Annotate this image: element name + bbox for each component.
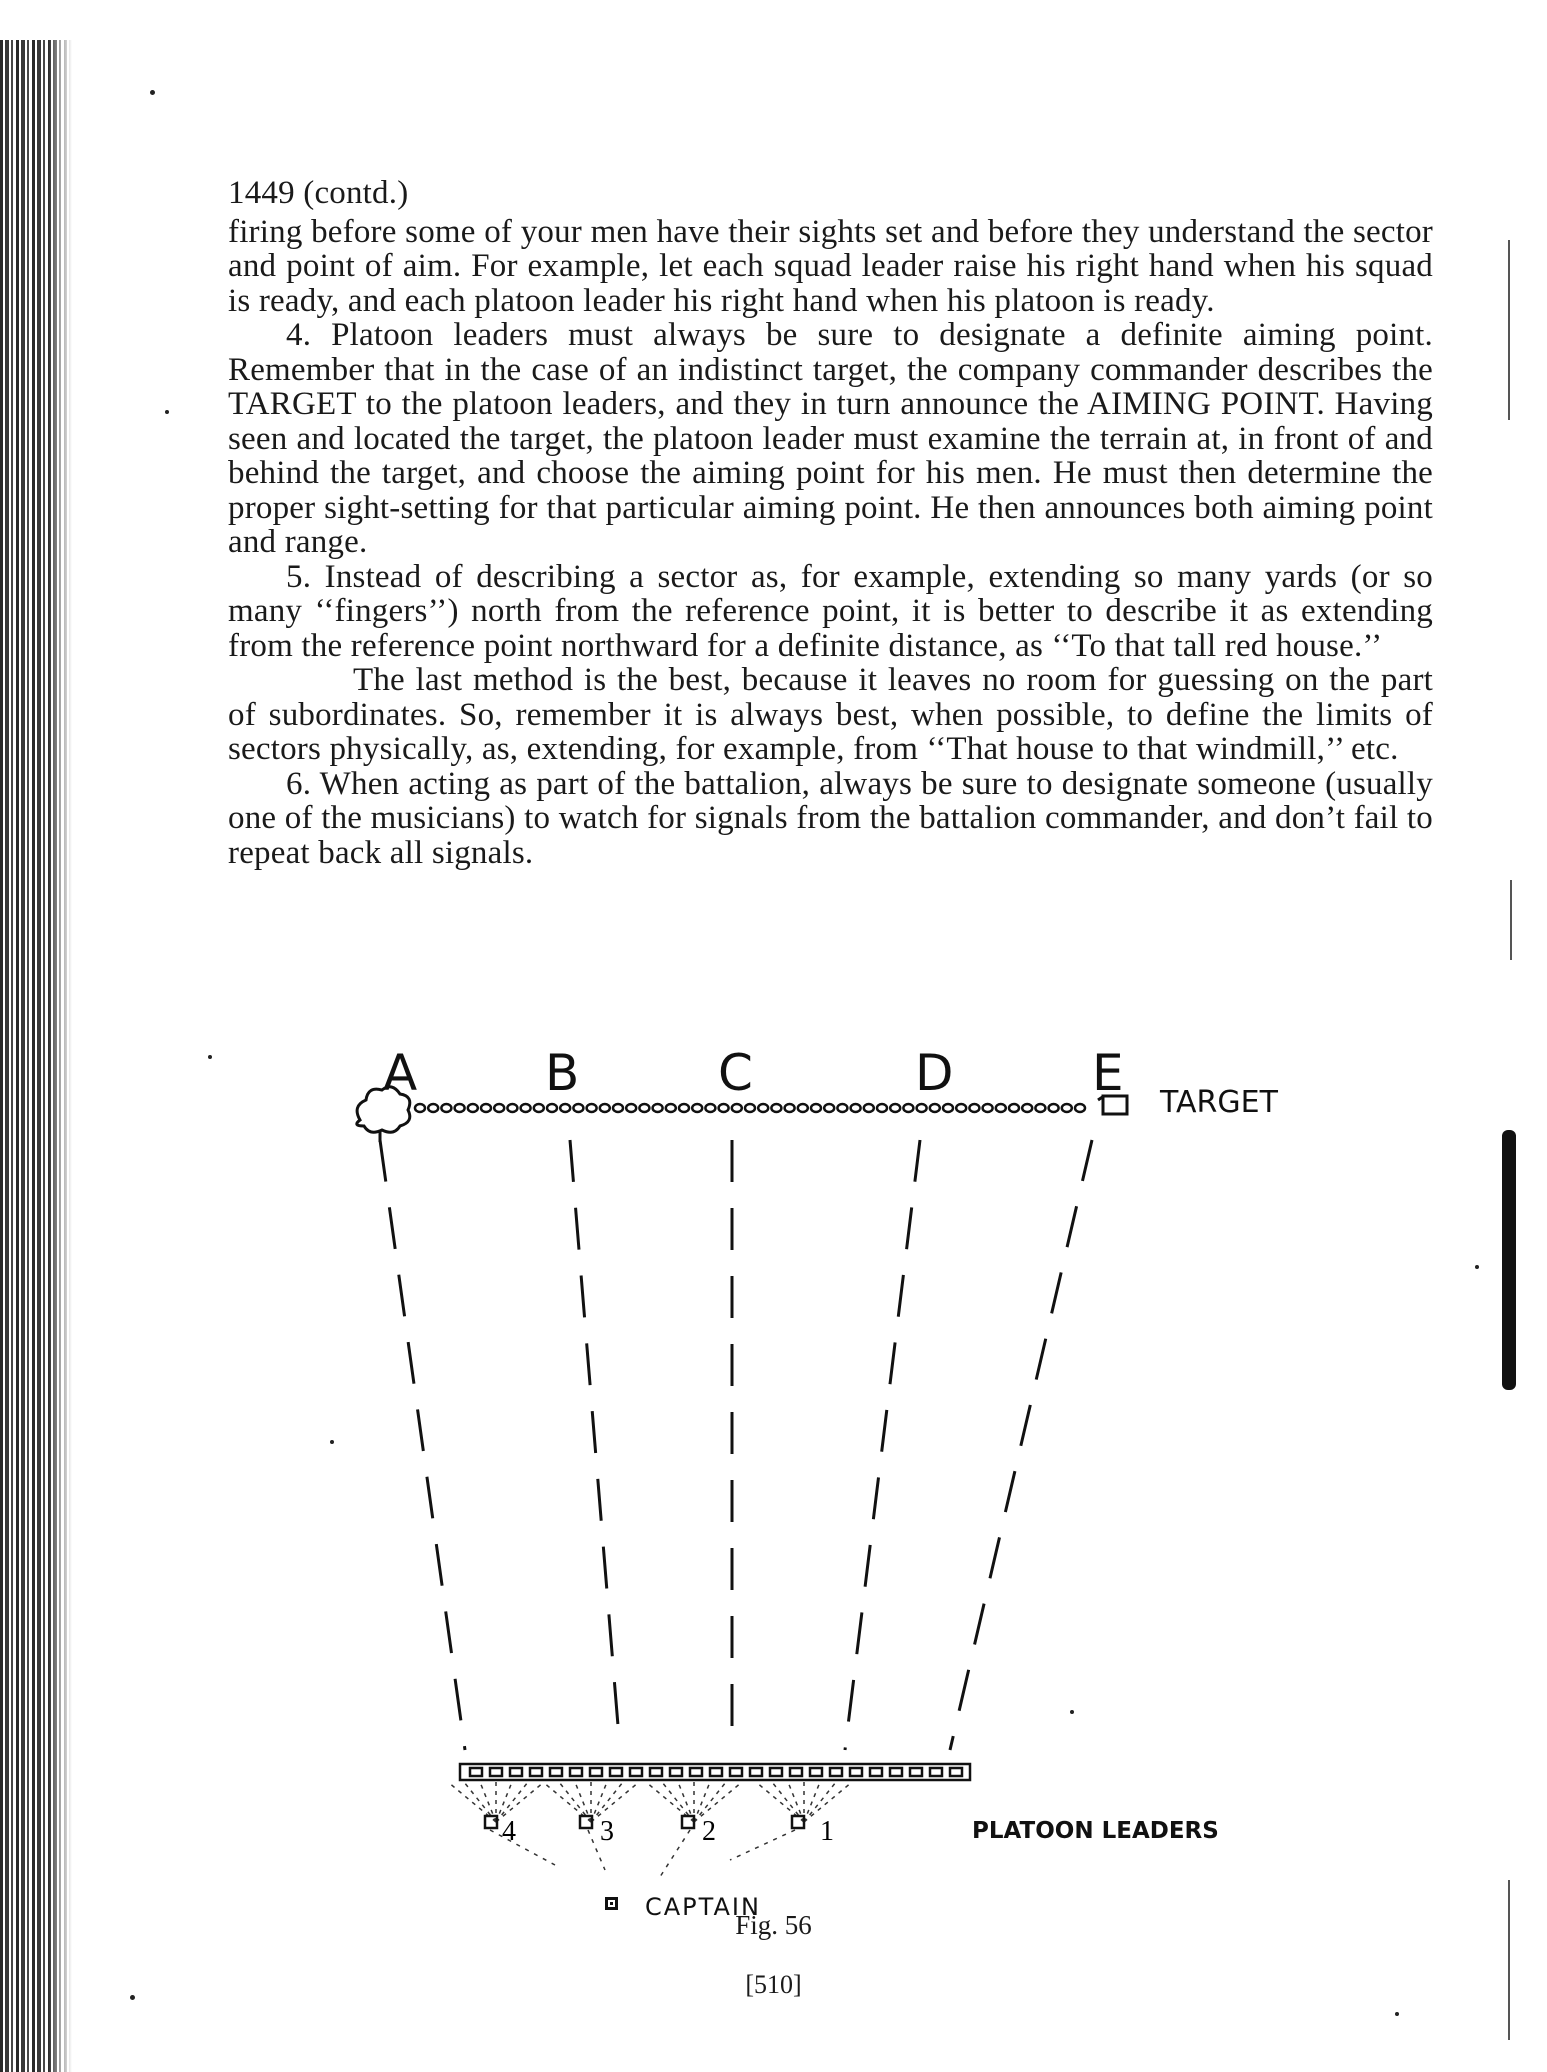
target-line-dot: [494, 1104, 504, 1112]
platoon-leader-1: [792, 1816, 834, 1847]
firing-line-cell: [570, 1768, 582, 1776]
firing-line-cell: [950, 1768, 962, 1776]
target-line-dot: [785, 1104, 795, 1112]
paragraph-5-continued: The last method is the best, because it leaves no room for guessing on the part of subordinates. So, remember it is always best, when possible, to define the limits of sectors physically, as, extending, for example, from ‘‘That house to that windmill,’’ etc.: [228, 662, 1433, 767]
platoon-number-1: 1: [820, 1816, 834, 1847]
target-line-dot: [560, 1104, 570, 1112]
firing-line-cell: [510, 1768, 522, 1776]
platoon-leader-2: [682, 1816, 716, 1847]
firing-line-cell: [710, 1768, 722, 1776]
target-line-dot: [837, 1104, 847, 1112]
target-line-dot: [507, 1104, 517, 1112]
firing-line-cell: [890, 1768, 902, 1776]
firing-line-cell: [770, 1768, 782, 1776]
target-line-dot: [758, 1104, 768, 1112]
target-line-dot: [917, 1104, 927, 1112]
platoon-number-2: 2: [702, 1816, 716, 1847]
target-line-dot: [639, 1104, 649, 1112]
target-line-dot: [1062, 1104, 1072, 1112]
target-line-dot: [481, 1104, 491, 1112]
firing-line-cell: [630, 1768, 642, 1776]
paragraph-4: 4. Platoon leaders must always be sure to designate a definite aiming point. Remember that in the case of an indistinct target, the company commander describes the TARGET to the platoon leaders, and they in turn announce the AIMING POINT. Having seen and located the target, the platoon leader must examine the terrain at, in front of and behind the target, and choose the aiming point for his men. He must then determine the proper sight-setting for that particular aiming point. He then announces both aiming point and range.: [228, 317, 1433, 560]
captain-lines: [490, 1830, 795, 1880]
firing-line-cell: [870, 1768, 882, 1776]
target-line-dot: [890, 1104, 900, 1112]
sector-label-a: A: [383, 1044, 418, 1102]
target-line-dot: [428, 1104, 438, 1112]
firing-line-cell: [470, 1768, 482, 1776]
target-line-dot: [692, 1104, 702, 1112]
target-line-dot: [745, 1104, 755, 1112]
sector-label-c: C: [718, 1044, 753, 1102]
scan-edge-mark: [1508, 240, 1510, 420]
target-line-dot: [705, 1104, 715, 1112]
firing-line-cell: [550, 1768, 562, 1776]
firing-line-cell: [850, 1768, 862, 1776]
target-line-dot: [969, 1104, 979, 1112]
platoon-leader-3: [580, 1816, 614, 1847]
target-line-dot: [864, 1104, 874, 1112]
firing-line-cell: [830, 1768, 842, 1776]
paragraph-6: 6. When acting as part of the battalion, always be sure to designate someone (usually one of the musicians) to watch for signals from the battalion commander, and don’t fail to repeat back all signals.: [228, 765, 1433, 871]
target-line-dot: [1075, 1104, 1085, 1112]
target-line-dot: [600, 1104, 610, 1112]
target-line-dot: [943, 1104, 953, 1112]
target-line-dot: [956, 1104, 966, 1112]
firing-line-cell: [810, 1768, 822, 1776]
target-line-dot: [534, 1104, 544, 1112]
target-line-dot: [679, 1104, 689, 1112]
firing-line-cell: [650, 1768, 662, 1776]
sector-label-e: E: [1092, 1044, 1124, 1102]
sector-line-d: [845, 1140, 920, 1750]
target-line-dot: [441, 1104, 451, 1112]
target-line-dot: [771, 1104, 781, 1112]
firing-line-cell: [750, 1768, 762, 1776]
target-line-dot: [626, 1104, 636, 1112]
platoon-leader-4: [485, 1816, 516, 1847]
target-line-dot: [666, 1104, 676, 1112]
captain-label: CAPTAIN: [645, 1893, 761, 1921]
target-line-dot: [930, 1104, 940, 1112]
target-line-dot: [1049, 1104, 1059, 1112]
section-heading: 1449 (contd.): [228, 175, 409, 211]
target-line-dot: [468, 1104, 478, 1112]
target-line-dot: [547, 1104, 557, 1112]
platoon-number-4: 4: [502, 1816, 516, 1847]
target-line-dot: [851, 1104, 861, 1112]
target-label: TARGET: [1160, 1085, 1278, 1120]
target-line-dot: [1009, 1104, 1019, 1112]
fig-56-diagram: [340, 1030, 1340, 1950]
target-line-dot: [983, 1104, 993, 1112]
paragraph-5: 5. Instead of describing a sector as, for example, extending so many yards (or so many ‘‘fingers’’) north from the reference point, it is better to describe it as extending from the reference point northward for a definite distance, as ‘‘To that tall red house.’’: [228, 558, 1433, 664]
target-line-dot: [996, 1104, 1006, 1112]
sector-label-b: B: [545, 1044, 580, 1102]
sector-label-d: D: [915, 1044, 954, 1102]
firing-line: [460, 1764, 970, 1780]
body-text: [228, 176, 1433, 870]
firing-line-cell: [490, 1768, 502, 1776]
target-line-dot: [587, 1104, 597, 1112]
target-line-dot: [824, 1104, 834, 1112]
target-line-dot: [798, 1104, 808, 1112]
platoon-number-3: 3: [600, 1816, 614, 1847]
firing-line-cell: [690, 1768, 702, 1776]
firing-line-cell: [590, 1768, 602, 1776]
firing-line-cell: [670, 1768, 682, 1776]
target-line-dot: [811, 1104, 821, 1112]
firing-line-cell: [610, 1768, 622, 1776]
target-line-dot: [719, 1104, 729, 1112]
target-line-dot: [613, 1104, 623, 1112]
firing-line-cell: [530, 1768, 542, 1776]
firing-line-cell: [930, 1768, 942, 1776]
sector-line-e: [950, 1140, 1092, 1750]
firing-line-cell: [730, 1768, 742, 1776]
sector-line-b: [570, 1140, 620, 1750]
target-line-dot: [455, 1104, 465, 1112]
target-line: [415, 1104, 1085, 1112]
target-line-dot: [653, 1104, 663, 1112]
sector-boundary-lines: [380, 1140, 1092, 1750]
target-line-dot: [1035, 1104, 1045, 1112]
target-line-dot: [877, 1104, 887, 1112]
target-line-dot: [521, 1104, 531, 1112]
scan-edge-shadow: [1502, 1130, 1516, 1390]
target-line-dot: [1022, 1104, 1032, 1112]
target-line-dot: [573, 1104, 583, 1112]
sector-line-a: [380, 1140, 465, 1750]
firing-line-cell: [910, 1768, 922, 1776]
target-line-dot: [415, 1104, 425, 1112]
firing-line-cell: [790, 1768, 802, 1776]
target-line-dot: [732, 1104, 742, 1112]
captain-icon: [605, 1897, 618, 1910]
target-line-dot: [903, 1104, 913, 1112]
platoon-leaders: [485, 1816, 834, 1847]
figure-caption: Fig. 56: [735, 1910, 812, 1940]
page-number: [510]: [745, 1970, 802, 1999]
platoon-leaders-label: PLATOON LEADERS: [972, 1818, 1219, 1844]
paragraph-continuation: firing before some of your men have their sights set and before they understand the sector and point of aim. For example, let each squad leader raise his right hand when his squad is ready, and each platoon leader his right hand when his platoon is ready.: [228, 213, 1433, 319]
